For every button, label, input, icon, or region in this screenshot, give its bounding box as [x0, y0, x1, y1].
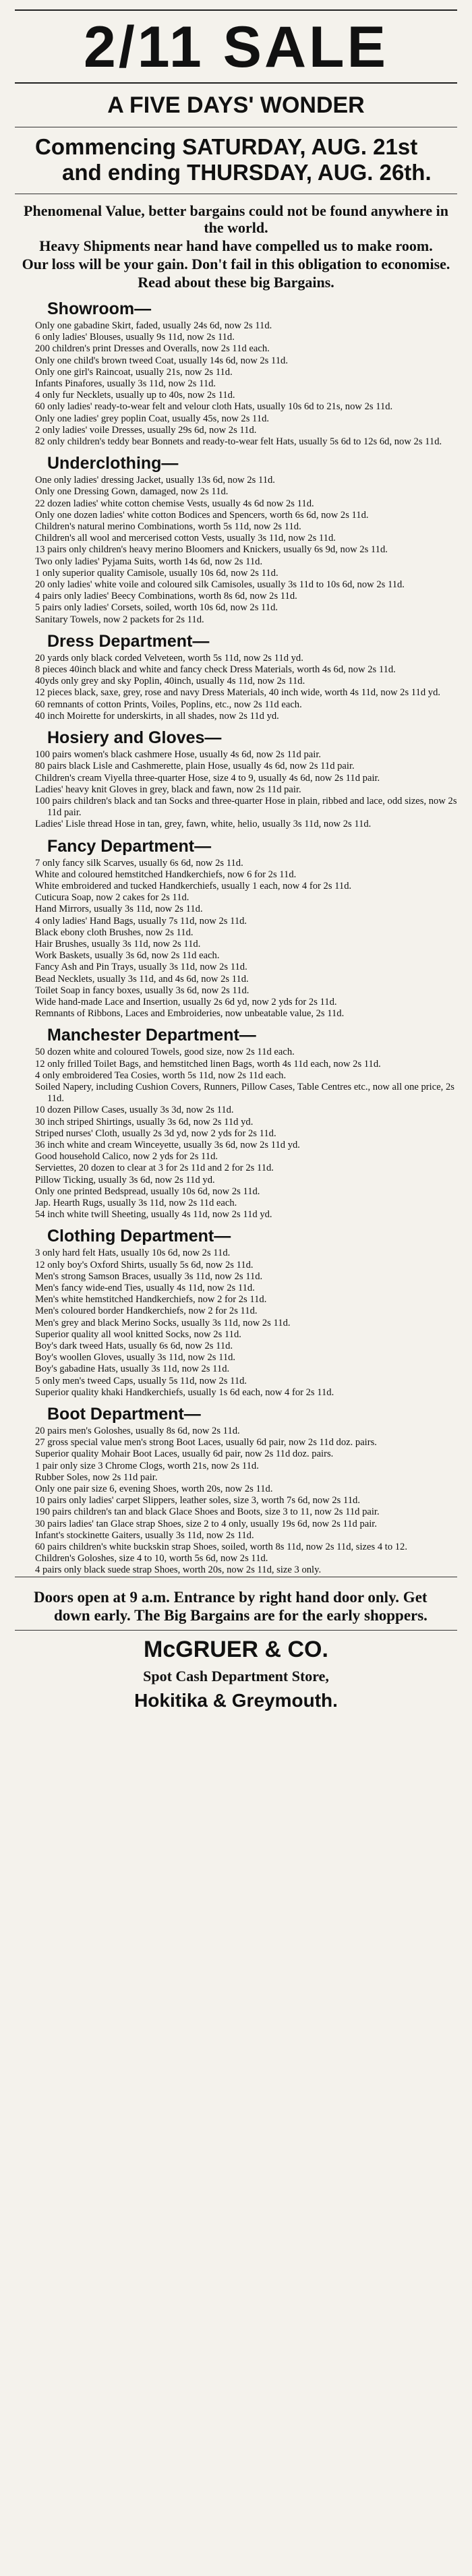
section-heading: Boot Department—	[47, 1405, 201, 1424]
list-item: Men's strong Samson Braces, usually 3s 11d, now 2s 11d.	[35, 1270, 263, 1282]
list-item: Ladies' heavy knit Gloves in grey, black and fawn, now 2s 11d pair.	[35, 784, 301, 795]
store-description: Spot Cash Department Store,	[143, 1667, 329, 1685]
department-section	[15, 836, 457, 1020]
item-list	[15, 475, 457, 626]
list-item: Black ebony cloth Brushes, now 2s 11d.	[35, 927, 194, 938]
list-item: 2 only ladies' voile Dresses, usually 29s 6d, now 2s 11d.	[35, 424, 257, 436]
list-item: 13 pairs only children's heavy merino Bloomers and Knickers, usually 6s 9d, now 2s 11d.	[35, 544, 388, 556]
list-item: Only one Dressing Gown, damaged, now 2s 11d.	[35, 486, 229, 498]
list-item: 6 only ladies' Blouses, usually 9s 11d, now 2s 11d.	[35, 332, 235, 343]
list-item: 60 remnants of cotton Prints, Voiles, Poplins, etc., now 2s 11d each.	[35, 699, 302, 710]
list-item: 40yds only grey and sky Poplin, 40inch, usually 4s 11d, now 2s 11d.	[35, 676, 305, 687]
intro-block	[15, 202, 457, 291]
list-item: Good household Calico, now 2 yds for 2s 11d.	[35, 1151, 218, 1163]
department-section	[15, 1404, 457, 1577]
section-heading: Showroom—	[47, 299, 152, 318]
list-item: 1 pair only size 3 Chrome Clogs, worth 21s, now 2s 11d.	[35, 1460, 259, 1471]
headline-rule	[15, 82, 457, 84]
list-item: Jap. Hearth Rugs, usually 3s 11d, now 2s 11d each.	[35, 1198, 237, 1208]
list-item: 30 inch striped Shirtings, usually 3s 6d, now 2s 11d yd.	[35, 1116, 254, 1128]
list-item: 50 dozen white and coloured Towels, good size, now 2s 11d each.	[35, 1047, 295, 1058]
list-item: Men's coloured border Handkerchiefs, now 2 for 2s 11d.	[35, 1306, 258, 1317]
list-item: Hair Brushes, usually 3s 11d, now 2s 11d.	[35, 938, 201, 949]
list-item: Superior quality all wool knitted Socks, now 2s 11d.	[35, 1328, 241, 1340]
list-item: 22 dozen ladies' white cotton chemise Vests, usually 4s 6d now 2s 11d.	[35, 498, 314, 509]
list-item: 82 only children's teddy bear Bonnets and ready-to-wear felt Hats, usually 5s 6d to 12s 6d, now 2s 11d.	[35, 436, 442, 448]
list-item: 20 only ladies' white voile and coloured silk Camisoles, usually 3s 11d to 10s 6d, now 2s 11d.	[35, 579, 405, 591]
section-heading: Manchester Department—	[47, 1026, 256, 1045]
list-item: 100 pairs children's black and tan Socks and three-quarter Hose in plain, ribbed and lace, odd sizes, now 2s 11d pair.	[35, 795, 457, 819]
list-item: 190 pairs children's tan and black Glace Shoes and Boots, size 3 to 11, now 2s 11d pair.	[35, 1506, 380, 1518]
list-item: Children's all wool and mercerised cotton Vests, usually 3s 11d, now 2s 11d.	[35, 533, 336, 544]
section-heading: Clothing Department—	[47, 1227, 231, 1246]
list-item: Only one girl's Raincoat, usually 21s, now 2s 11d.	[35, 366, 233, 378]
list-item: 7 only fancy silk Scarves, usually 6s 6d, now 2s 11d.	[35, 857, 243, 869]
list-item: 100 pairs women's black cashmere Hose, usually 4s 6d, now 2s 11d pair.	[35, 749, 322, 761]
intro-line: Read about these big Bargains.	[138, 274, 334, 291]
section-heading: Underclothing—	[47, 454, 179, 473]
list-item: Children's natural merino Combinations, worth 5s 11d, now 2s 11d.	[35, 521, 301, 533]
list-item: 4 pairs only black suede strap Shoes, worth 20s, now 2s 11d, size 3 only.	[35, 1564, 322, 1576]
company-rule	[15, 1630, 457, 1631]
list-item: 12 pieces black, saxe, grey, rose and navy Dress Materials, 40 inch wide, worth 4s 11d, now 2s 11d yd.	[35, 687, 441, 699]
list-item: Toilet Soap in fancy boxes, usually 3s 6d, now 2s 11d.	[35, 985, 249, 996]
list-item: Only one ladies' grey poplin Coat, usually 45s, now 2s 11d.	[35, 413, 270, 424]
opening-note: Doors open at 9 a.m. Entrance by right hand door only. Get down early. The Big Bargains are for the early shoppers.	[34, 1588, 427, 1624]
list-item: 3 only hard felt Hats, usually 10s 6d, now 2s 11d.	[35, 1248, 231, 1259]
list-item: Infants Pinafores, usually 3s 11d, now 2s 11d.	[35, 378, 216, 390]
list-item: 30 pairs ladies' tan Glace strap Shoes, size 2 to 4 only, usually 19s 6d, now 2s 11d pair.	[35, 1518, 377, 1529]
list-item: 12 only frilled Toilet Bags, and hemstitched linen Bags, worth 4s 11d each, now 2s 11d.	[35, 1058, 381, 1070]
list-item: White and coloured hemstitched Handkerchiefs, now 6 for 2s 11d.	[35, 869, 297, 880]
department-section	[15, 453, 457, 626]
list-item: Sanitary Towels, now 2 packets for 2s 11d.	[35, 614, 204, 625]
list-item: Striped nurses' Cloth, usually 2s 3d yd, now 2 yds for 2s 11d.	[35, 1128, 276, 1139]
list-item: 4 only fur Necklets, usually up to 40s, now 2s 11d.	[35, 390, 235, 401]
list-item: Hand Mirrors, usually 3s 11d, now 2s 11d.	[35, 904, 203, 915]
item-list	[15, 1426, 457, 1577]
list-item: 4 only ladies' Hand Bags, usually 7s 11d, now 2s 11d.	[35, 915, 247, 927]
list-item: Men's fancy wide-end Ties, usually 4s 11d, now 2s 11d.	[35, 1283, 255, 1294]
department-section	[15, 299, 457, 448]
store-locations: Hokitika & Greymouth.	[134, 1689, 338, 1711]
list-item: White embroidered and tucked Handkerchiefs, usually 1 each, now 4 for 2s 11d.	[35, 880, 352, 891]
list-item: 4 pairs only ladies' Beecy Combinations, worth 8s 6d, now 2s 11d.	[35, 591, 297, 602]
list-item: Work Baskets, usually 3s 6d, now 2s 11d each.	[35, 950, 220, 962]
list-item: Only one child's brown tweed Coat, usually 14s 6d, now 2s 11d.	[35, 355, 289, 366]
list-item: Remnants of Ribbons, Laces and Embroideries, now unbeatable value, 2s 11d.	[35, 1008, 345, 1020]
list-item: Bead Necklets, usually 3s 11d, and 4s 6d, now 2s 11d.	[35, 973, 249, 985]
list-item: 20 yards only black corded Velveteen, worth 5s 11d, now 2s 11d yd.	[35, 652, 303, 664]
list-item: 40 inch Moirette for underskirts, in all shades, now 2s 11d yd.	[35, 710, 279, 722]
item-list	[15, 749, 457, 830]
list-item: Two only ladies' Pyjama Suits, worth 14s 6d, now 2s 11d.	[35, 556, 263, 567]
list-item: 1 only superior quality Camisole, usually 10s 6d, now 2s 11d.	[35, 567, 278, 579]
intro-line: Phenomenal Value, better bargains could not be found anywhere in the world.	[24, 202, 448, 236]
sale-subtitle: A FIVE DAYS' WONDER	[107, 92, 365, 118]
list-item: 54 inch white twill Sheeting, usually 4s 11d, now 2s 11d yd.	[35, 1209, 272, 1221]
list-item: Children's cream Viyella three-quarter Hose, size 4 to 9, usually 4s 6d, now 2s 11d pair.	[35, 772, 380, 784]
department-section	[15, 631, 457, 722]
list-item: Boy's gabadine Hats, usually 3s 11d, now 2s 11d.	[35, 1364, 230, 1375]
item-list	[15, 653, 457, 722]
list-item: 20 pairs men's Goloshes, usually 8s 6d, now 2s 11d.	[35, 1426, 240, 1437]
list-item: 36 inch white and cream Winceyette, usually 3s 6d, now 2s 11d yd.	[35, 1139, 300, 1150]
list-item: Superior quality khaki Handkerchiefs, usually 1s 6d each, now 4 for 2s 11d.	[35, 1386, 334, 1398]
list-item: 12 only boy's Oxford Shirts, usually 5s 6d, now 2s 11d.	[35, 1259, 254, 1270]
list-item: Rubber Soles, now 2s 11d pair.	[35, 1471, 158, 1483]
item-list	[15, 320, 457, 448]
list-item: 10 pairs only ladies' carpet Slippers, leather soles, size 3, worth 7s 6d, now 2s 11d.	[35, 1495, 360, 1506]
list-item: Ladies' Lisle thread Hose in tan, grey, fawn, white, helio, usually 3s 11d, now 2s 11d.	[35, 819, 372, 830]
list-item: 10 dozen Pillow Cases, usually 3s 3d, now 2s 11d.	[35, 1105, 234, 1116]
department-sections	[15, 299, 457, 1577]
list-item: 60 pairs children's white buckskin strap Shoes, soiled, worth 8s 11d, now 2s 11d, sizes 4 to 12.	[35, 1542, 408, 1553]
list-item: Superior quality Mohair Boot Laces, usually 6d pair, now 2s 11d doz. pairs.	[35, 1448, 334, 1460]
section-heading: Dress Department—	[47, 631, 210, 651]
department-section	[15, 1025, 457, 1221]
list-item: Boy's dark tweed Hats, usually 6s 6d, now 2s 11d.	[35, 1341, 233, 1352]
list-item: 60 only ladies' ready-to-wear felt and velour cloth Hats, usually 10s 6d to 21s, now 2s 11d.	[35, 401, 393, 413]
item-list	[15, 1248, 457, 1399]
list-item: Boy's woollen Gloves, usually 3s 11d, now 2s 11d.	[35, 1352, 236, 1364]
list-item: Pillow Ticking, usually 3s 6d, now 2s 11d yd.	[35, 1174, 215, 1185]
list-item: Men's white hemstitched Handkerchiefs, now 2 for 2s 11d.	[35, 1294, 267, 1306]
list-item: Only one printed Bedspread, usually 10s 6d, now 2s 11d.	[35, 1185, 260, 1197]
section-heading: Fancy Department—	[47, 836, 212, 856]
list-item: 27 gross special value men's strong Boot Laces, usually 6d pair, now 2s 11d doz. pairs.	[35, 1437, 377, 1448]
list-item: Only one pair size 6, evening Shoes, worth 20s, now 2s 11d.	[35, 1484, 273, 1495]
intro-line: Our loss will be your gain. Don't fail in this obligation to economise.	[22, 256, 450, 272]
list-item: 5 only men's tweed Caps, usually 5s 11d, now 2s 11d.	[35, 1375, 247, 1386]
list-item: 200 children's print Dresses and Overalls, now 2s 11d each.	[35, 343, 270, 355]
list-item: Wide hand-made Lace and Insertion, usually 2s 6d yd, now 2 yds for 2s 11d.	[35, 996, 337, 1007]
department-section	[15, 728, 457, 830]
sale-dates: Commencing SATURDAY, AUG. 21st and ending THURSDAY, AUG. 26th.	[35, 134, 432, 185]
list-item: Only one gabadine Skirt, faded, usually 24s 6d, now 2s 11d.	[35, 320, 272, 331]
item-list	[15, 858, 457, 1020]
list-item: Cuticura Soap, now 2 cakes for 2s 11d.	[35, 892, 189, 904]
item-list	[15, 1047, 457, 1221]
list-item: Serviettes, 20 dozen to clear at 3 for 2s 11d and 2 for 2s 11d.	[35, 1163, 274, 1174]
list-item: 4 only embroidered Tea Cosies, worth 5s 11d, now 2s 11d each.	[35, 1070, 287, 1081]
department-section	[15, 1226, 457, 1399]
section-heading: Hosiery and Gloves—	[47, 728, 222, 748]
company-name: McGRUER & CO.	[144, 1636, 328, 1662]
top-rule	[15, 9, 457, 11]
list-item: 5 pairs only ladies' Corsets, soiled, worth 10s 6d, now 2s 11d.	[35, 602, 278, 614]
list-item: Soiled Napery, including Cushion Covers, Runners, Pillow Cases, Table Centres etc., now all one price, 2s 11d.	[35, 1081, 454, 1105]
list-item: 80 pairs black Lisle and Cashmerette, plain Hose, usually 4s 6d, now 2s 11d pair.	[35, 761, 355, 772]
intro-line: Heavy Shipments near hand have compelled us to make room.	[39, 237, 433, 254]
sale-headline: 2/11 SALE	[84, 15, 388, 80]
list-item: 8 pieces 40inch black and white and fancy check Dress Materials, worth 4s 6d, now 2s 11d.	[35, 664, 396, 676]
list-item: Infant's stockinette Gaiters, usually 3s 11d, now 2s 11d.	[35, 1529, 254, 1541]
list-item: Only one dozen ladies' white cotton Bodices and Spencers, worth 6s 6d, now 2s 11d.	[35, 509, 369, 521]
list-item: Men's grey and black Merino Socks, usually 3s 11d, now 2s 11d.	[35, 1317, 291, 1328]
list-item: One only ladies' dressing Jacket, usually 13s 6d, now 2s 11d.	[35, 475, 275, 486]
list-item: Fancy Ash and Pin Trays, usually 3s 11d, now 2s 11d.	[35, 962, 247, 973]
list-item: Children's Goloshes, size 4 to 10, worth 5s 6d, now 2s 11d.	[35, 1553, 268, 1564]
